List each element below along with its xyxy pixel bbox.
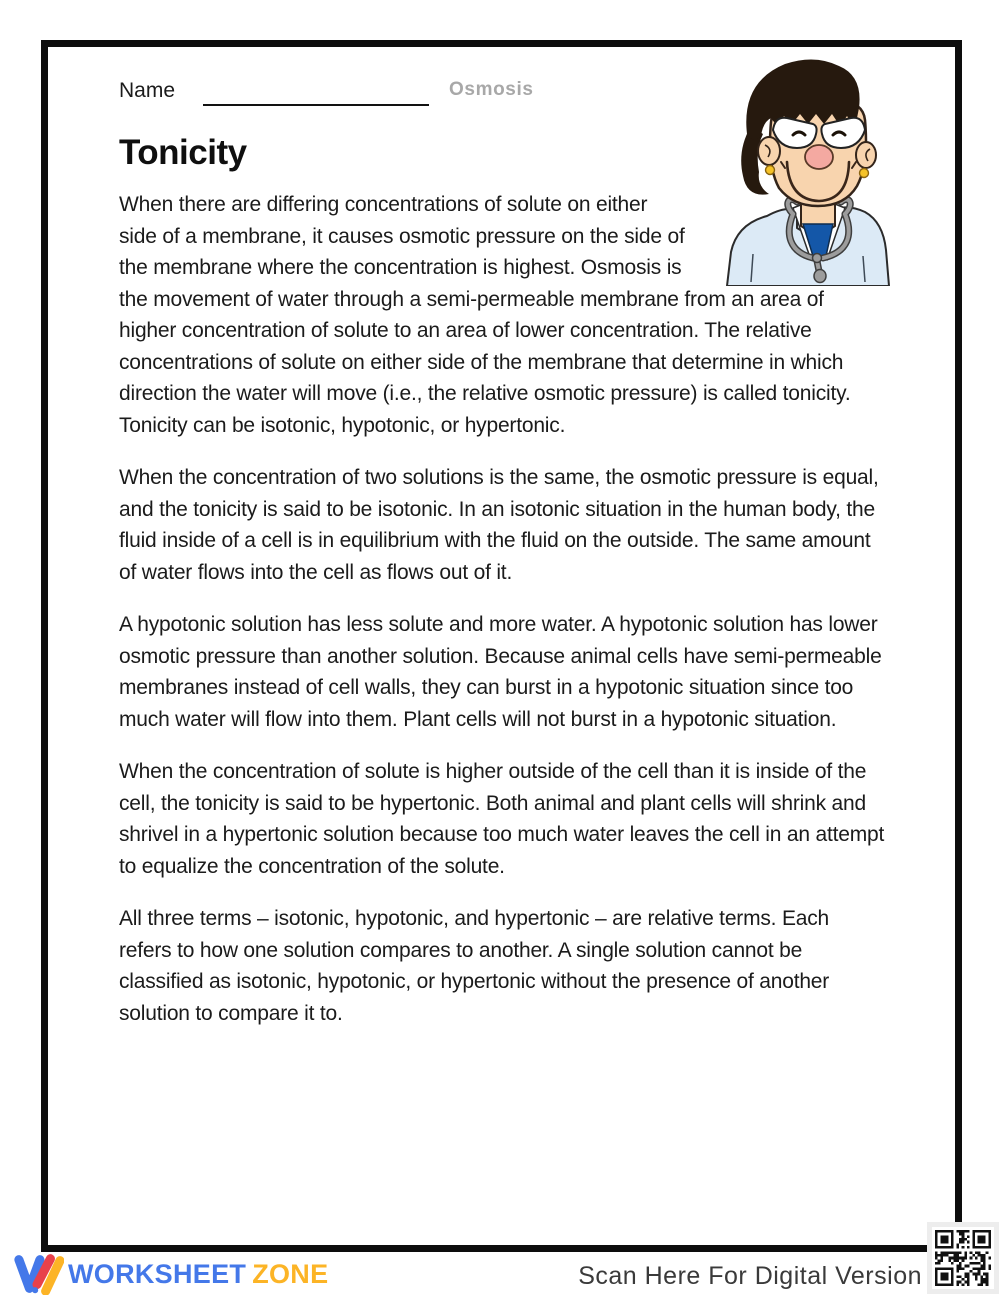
worksheet-content: [48, 47, 955, 1245]
worksheetzone-logo: [12, 1253, 328, 1295]
doctor-illustration: [723, 56, 891, 286]
brand-text: [68, 1259, 328, 1290]
qr-code-svg: [935, 1230, 991, 1286]
scan-here-text: Scan Here For Digital Version: [578, 1262, 922, 1290]
worksheetzone-w-icon: [12, 1253, 64, 1295]
worksheet-topic: Osmosis: [449, 79, 534, 100]
paragraph-1: When there are differing concentrations of solute on either side of a membrane, it causes osmotic pressure on the side of the membrane where the concentration is highest. Osmosis is the movement of water through a semi-permeable membrane from an area of higher concentration of solute to an area of lower concentration. The relative concentrations of solute on either side of the membrane that determine in which direction the water will move (i.e., the relative osmotic pressure) is called tonicity. Tonicity can be isotonic, hypotonic, or hypertonic.: [119, 193, 851, 437]
paragraph-5: All three terms – isotonic, hypotonic, and hypertonic – are relative terms. Each refers to how one solution compares to another. A single solution cannot be classified as isotonic, hypotonic, or hypertonic without the presence of another solution to compare it to.: [119, 907, 830, 1025]
worksheet-page-border: [41, 40, 962, 1252]
brand-word-worksheet: WORKSHEET: [68, 1258, 247, 1289]
qr-code-inner: [932, 1227, 994, 1289]
qr-code: [927, 1222, 999, 1294]
doctor-illustration-svg: [723, 56, 891, 286]
paragraph-4: When the concentration of solute is higher outside of the cell than it is inside of the cell, the tonicity is said to be hypertonic. Both animal and plant cells will shrink and shrivel in a hypertonic solution because too much water leaves the cell in an attempt to equalize the concentration of the solute.: [119, 760, 885, 878]
paragraph-3: A hypotonic solution has less solute and more water. A hypotonic solution has lower osmotic pressure than another solution. Because animal cells have semi-permeable membranes instead of cell walls, they can burst in a hypotonic situation since too much water will flow into them. Plant cells will not burst in a hypotonic situation.: [119, 613, 882, 731]
page-title: Tonicity: [119, 133, 247, 172]
brand-word-zone: ZONE: [252, 1258, 329, 1289]
name-underline: [203, 104, 429, 106]
name-label: Name: [119, 79, 176, 102]
paragraph-2: When the concentration of two solutions is the same, the osmotic pressure is equal, and the tonicity is said to be isotonic. In an isotonic situation in the human body, the fluid inside of a cell is in equilibrium with the fluid on the outside. The same amount of water flows into the cell as flows out of it.: [119, 466, 879, 584]
